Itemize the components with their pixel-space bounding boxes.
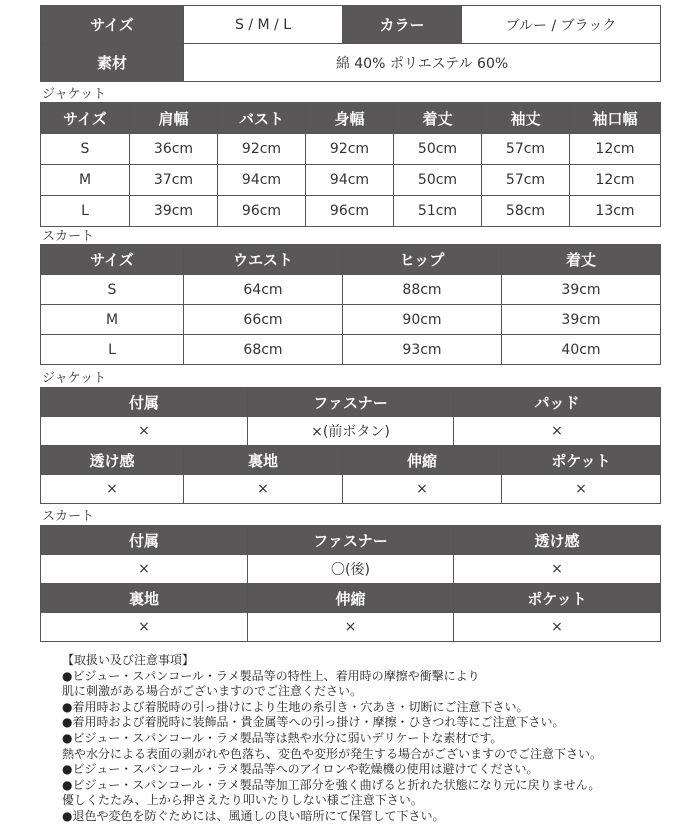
col-header: ウエスト: [184, 245, 343, 275]
jacket-size-title: ジャケット: [42, 87, 107, 102]
care-note-line: 熱や水分による表面の剥がれや色落ち、変色や変形が発生する場合がございますのでご注意下さい。: [62, 746, 603, 761]
table-cell: 39cm: [502, 305, 661, 335]
spec-color-label: カラー: [343, 6, 462, 44]
table-row: [41, 305, 661, 335]
spec-material-label: 素材: [41, 44, 184, 82]
skirt-detail-title: スカート: [42, 509, 95, 524]
skirt-size-table: [40, 244, 661, 365]
col-header: パッド: [454, 388, 661, 417]
skirt-detail-table-row1: [40, 525, 661, 642]
col-header: 着丈: [502, 245, 661, 275]
table-cell: 51cm: [394, 196, 482, 227]
table-cell: 94cm: [218, 165, 306, 196]
col-header: ポケット: [502, 446, 661, 475]
table-cell: 92cm: [218, 134, 306, 165]
table-cell: ×: [454, 555, 661, 584]
table-cell: 68cm: [184, 335, 343, 365]
col-header: 裏地: [41, 584, 248, 613]
table-cell: ×: [41, 555, 248, 584]
table-cell: ×: [41, 417, 248, 446]
table-cell: 37cm: [130, 165, 218, 196]
col-header: ヒップ: [343, 245, 502, 275]
table-cell: ×: [41, 475, 184, 504]
col-header: 裏地: [184, 446, 343, 475]
table-cell: L: [41, 335, 184, 365]
table-cell: 66cm: [184, 305, 343, 335]
table-cell: 94cm: [306, 165, 394, 196]
jacket-detail-table-row1: [40, 387, 661, 446]
spec-size-value: S / M / L: [184, 6, 343, 44]
col-header: 着丈: [394, 103, 482, 134]
table-cell: ×: [248, 613, 454, 642]
skirt-size-title: スカート: [42, 229, 95, 244]
table-cell: 96cm: [218, 196, 306, 227]
table-cell: 58cm: [482, 196, 570, 227]
care-notes-title: 【取扱い及び注意事項】: [62, 653, 195, 667]
table-cell: ×: [454, 417, 661, 446]
table-row: [41, 335, 661, 365]
col-header: 袖丈: [482, 103, 570, 134]
care-notes: [62, 653, 602, 825]
table-cell: 39cm: [130, 196, 218, 227]
spec-size-label: サイズ: [41, 6, 184, 44]
table-row: [41, 165, 661, 196]
skirt-size-header-row: [41, 245, 661, 275]
col-header: ファスナー: [248, 526, 454, 555]
table-cell: 93cm: [343, 335, 502, 365]
col-header: 付属: [41, 526, 248, 555]
jacket-size-table: [40, 102, 661, 227]
table-cell: 92cm: [306, 134, 394, 165]
table-cell: 90cm: [343, 305, 502, 335]
table-cell: 〇(後): [248, 555, 454, 584]
table-cell: ×: [41, 613, 248, 642]
table-cell: L: [41, 196, 130, 227]
table-cell: 12cm: [570, 134, 661, 165]
care-note-line: ●着用時および着脱時の引っ掛けにより生地の糸引き・穴あき・切断にご注意下さい。: [62, 699, 529, 714]
table-cell: 50cm: [394, 134, 482, 165]
jacket-detail-title: ジャケット: [42, 371, 107, 386]
care-note-line: ●着用時および着脱時に装飾品・貴金属等への引っ掛け・摩擦・ひきつれ等にご注意下さい。: [62, 715, 565, 730]
table-cell: M: [41, 305, 184, 335]
care-note-line: ●ビジュー・スパンコール・ラメ製品等の特性上、着用時の摩擦や衝撃により: [62, 668, 480, 683]
col-header: 肩幅: [130, 103, 218, 134]
table-cell: 88cm: [343, 275, 502, 305]
col-header: ポケット: [454, 584, 661, 613]
jacket-size-header-row: [41, 103, 661, 134]
table-cell: ×: [184, 475, 343, 504]
col-header: 伸縮: [248, 584, 454, 613]
col-header: ファスナー: [248, 388, 454, 417]
table-cell: 40cm: [502, 335, 661, 365]
col-header: サイズ: [41, 245, 184, 275]
table-cell: 57cm: [482, 165, 570, 196]
col-header: サイズ: [41, 103, 130, 134]
table-cell: 57cm: [482, 134, 570, 165]
table-cell: ×: [454, 613, 661, 642]
col-header: 身幅: [306, 103, 394, 134]
jacket-detail-table-row2: [40, 445, 661, 504]
table-cell: S: [41, 275, 184, 305]
col-header: バスト: [218, 103, 306, 134]
table-cell: 39cm: [502, 275, 661, 305]
care-note-line: ●退色や変色を防ぐためには、風通しの良い暗所にて保管して下さい。: [62, 808, 445, 823]
col-header: 付属: [41, 388, 248, 417]
col-header: 伸縮: [343, 446, 502, 475]
table-cell: 64cm: [184, 275, 343, 305]
table-cell: S: [41, 134, 130, 165]
table-cell: 13cm: [570, 196, 661, 227]
col-header: 透け感: [41, 446, 184, 475]
spec-color-value: ブルー / ブラック: [462, 6, 661, 44]
spec-table: [40, 5, 661, 82]
spec-material-value: 綿 40% ポリエステル 60%: [184, 44, 661, 82]
table-cell: M: [41, 165, 130, 196]
care-note-line: ●ビジュー・スパンコール・ラメ製品等へのアイロンや乾燥機の使用は避けてください。: [62, 762, 539, 777]
table-row: [41, 275, 661, 305]
table-cell: 12cm: [570, 165, 661, 196]
table-cell: ×: [343, 475, 502, 504]
care-note-line: 肌に刺激がある場合がございますのでご注意ください。: [62, 684, 363, 699]
table-cell: ×: [502, 475, 661, 504]
table-cell: ×(前ボタン): [248, 417, 454, 446]
care-note-line: 優しくたたみ、上から押さえたり叩いたりしない様ご注意下さい。: [62, 793, 423, 808]
table-row: [41, 196, 661, 227]
care-note-line: ●ビジュー・スパンコール・ラメ製品等加工部分を強く曲げると折れた状態になり元に戻りません。: [62, 777, 601, 792]
care-note-line: ●ビジュー・スパンコール・ラメ製品等は熱や水分に弱いデリケートな素材です。: [62, 730, 503, 745]
table-cell: 50cm: [394, 165, 482, 196]
table-row: [41, 134, 661, 165]
col-header: 透け感: [454, 526, 661, 555]
table-cell: 36cm: [130, 134, 218, 165]
col-header: 袖口幅: [570, 103, 661, 134]
table-cell: 96cm: [306, 196, 394, 227]
